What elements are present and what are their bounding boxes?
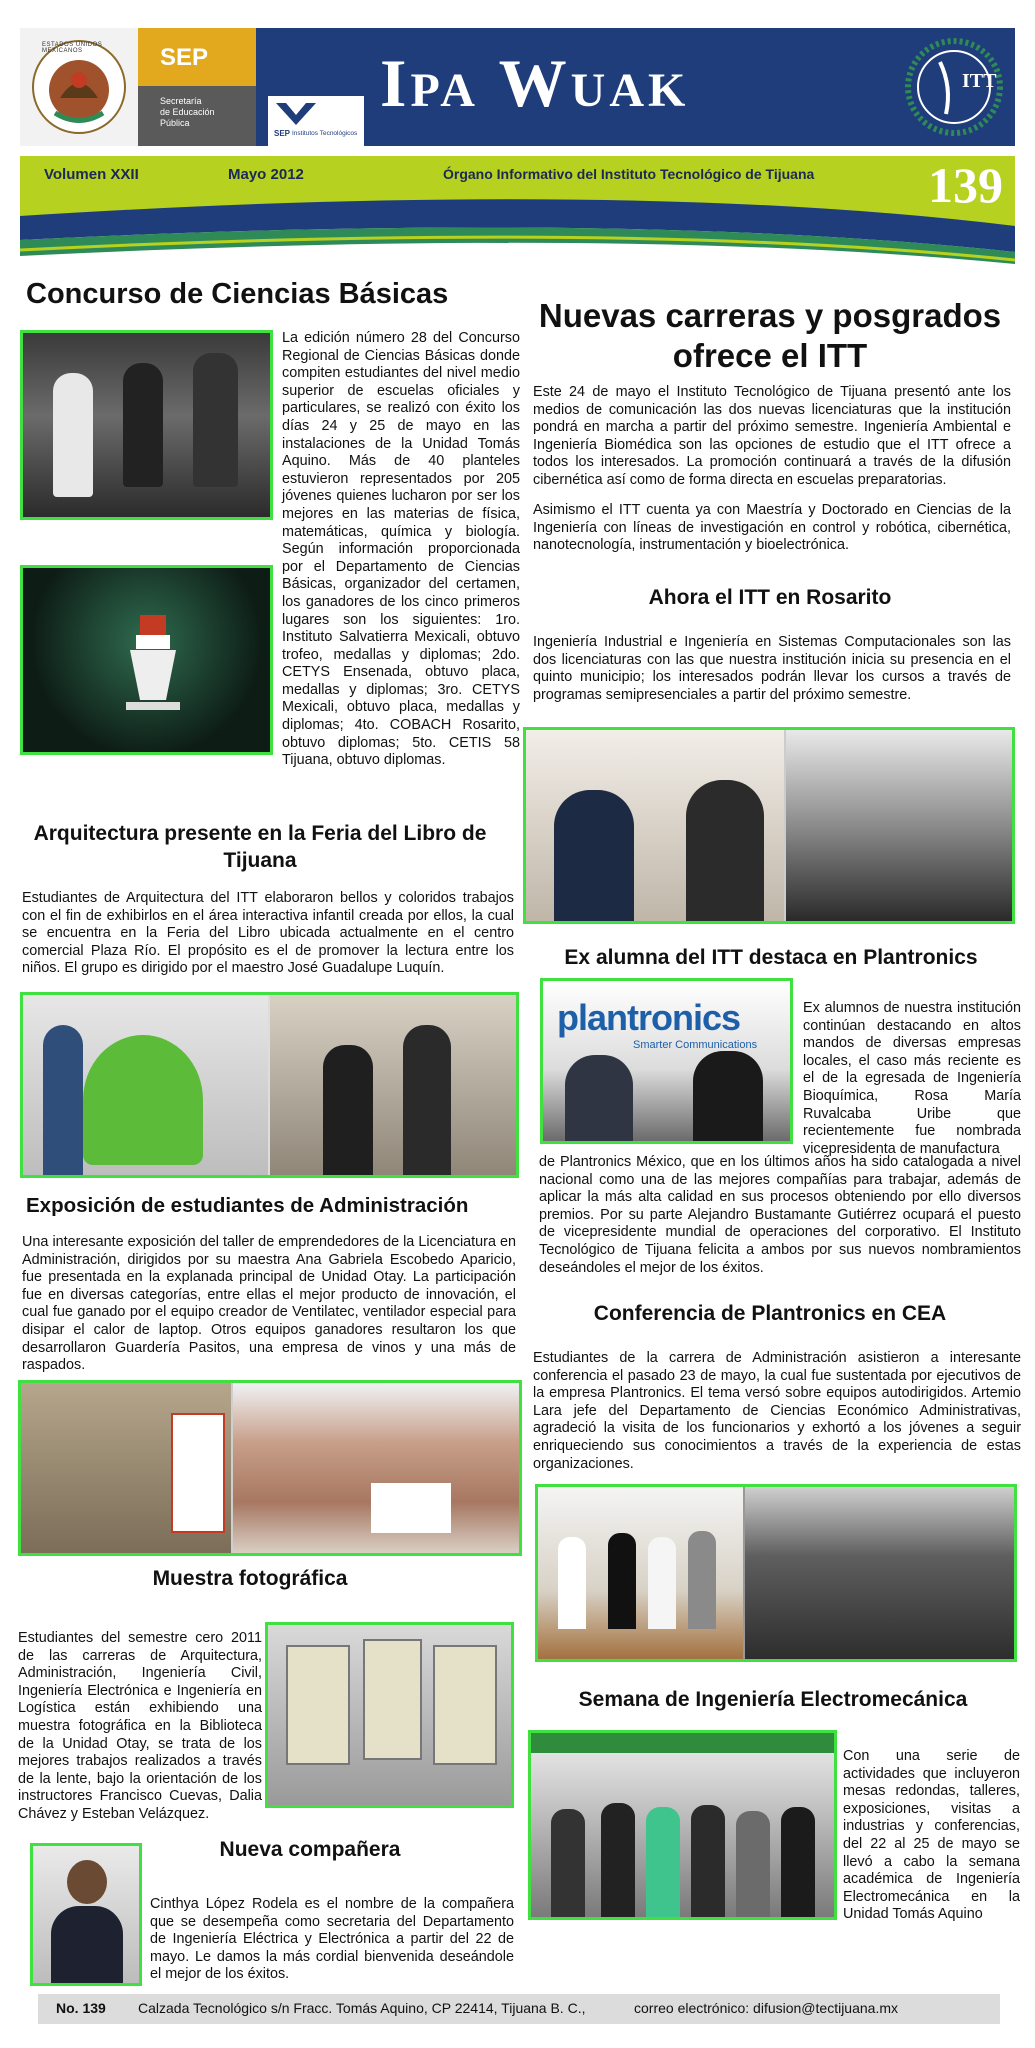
companera-photo (30, 1843, 142, 1986)
sep-line-2: de Educación (160, 107, 215, 117)
rosarito-title: Ahora el ITT en Rosarito (648, 586, 892, 609)
ciencias-photo-winners (20, 330, 273, 520)
tec-logo-label: Institutos Tecnológicos (292, 130, 358, 137)
volume-label: Volumen XXII (44, 166, 139, 183)
fotografica-photo (265, 1622, 514, 1808)
conferencia-body: Estudiantes de la carrera de Administración asistieron a interesante conferencia el pasado 23 de mayo, la cual fue sustentada por ejecutivos de la empresa Plantronics. El tema versó sobre equipos autodirigidos. Artemio Lara jefe del Departamento de Ciencias Económico Administrativas, agradeció la visita de los funcionarios y exhortó a los jóvenes a seguir enriqueciendo sus conocimientos a través de la experiencia de estas organizaciones. (533, 1350, 1021, 1472)
footer-email[interactable]: correo electrónico: difusion@tectijuana.mx (634, 2000, 899, 2016)
ciencias-body: La edición número 28 del Concurso Regional de Ciencias Básicas donde compiten estudiantes del nivel medio superior de escuelas oficiales y particulares, se realizó con éxito los días 24 y 25 de mayo en las instalaciones de la Unidad Tomás Aquino. Más de 40 planteles estuvieron representados por 205 jóvenes quienes lucharon por ser los mejores en las materias de física, matemáticas, química y biología. Según información proporcionada por el Departamento de Ciencias Básicas, organizador del certamen, los ganadores de los cinco primeros lugares son los siguientes: 1ro. Instituto Salvatierra Mexicali, obtuvo trofeo, medallas y diplomas; 2do. CETYS Ensenada, obtuvo placa, medallas y diplomas; 3ro. CETYS Mexicali, obtuvo placa, medallas y diplomas; 4to. COBACH Rosarito, obtuvo diplomas; 5to. CETIS 58 Tijuana, obtuvo diplomas. (282, 330, 520, 769)
plantronics-body-full: de Plantronics México, que en los últimos años ha sido catalogada a nivel nacional como una de las mejores compañías para trabajar, además de aplicar la más alta calidad en sus procesos obteniendo por ello diversos premios. Por su parte Alejandro Bustamante Gutiérrez ocupará el puesto de vicepresidente mundial de operaciones del corporativo. El Instituto Tecnológico de Tijuana felicita a ambos por sus nuevos nombramientos deseándoles el mejor de los éxitos. (539, 1154, 1021, 1276)
companera-title: Nueva compañera (219, 1838, 401, 1861)
plantronics-photo (540, 978, 793, 1144)
trophy-icon (118, 610, 188, 720)
rosarito-body: Ingeniería Industrial e Ingeniería en Sistemas Computacionales son las dos licenciaturas con las que nuestra institución inicia su presencia en el quinto municipio; los interesados podrán llevar los cursos a través de programas semipresenciales a partir del próximo semestre. (533, 634, 1011, 703)
electromecanica-body: Con una serie de actividades que incluyeron mesas redondas, talleres, exposiciones, visitas a industrias y conferencias, del 22 al 25 de mayo se llevó a cabo la semana académica de Ingeniería Electromecánica en la Unidad Tomás Aquino (843, 1748, 1020, 1923)
sep-line-3: Pública (160, 118, 190, 128)
administracion-photo (18, 1380, 522, 1556)
tec-logo-acronym: SEP (274, 129, 291, 138)
carreras-body-2: Asimismo el ITT cuenta ya con Maestría y Doctorado en Ciencias de la Ingeniería con líneas de investigación en control y robótica, cibernética, nanotecnología, instrumentación y bioelectrónica. (533, 502, 1011, 554)
conferencia-title: Conferencia de Plantronics en CEA (593, 1302, 947, 1325)
plantronics-body-side: Ex alumnos de nuestra institución continúan destacando en altos mandos de diversas empresas locales, el caso más reciente es el de la egresada de Ingeniería Bioquímica, Rosa María Ruvalcaba Uribe que recientemente fue nombrada vicepresidenta de manufactura (803, 1000, 1021, 1157)
electromecanica-title: Semana de Ingeniería Electromecánica (578, 1688, 968, 1711)
tec-logo (268, 96, 364, 146)
electromecanica-photo (528, 1730, 837, 1920)
plantronics-title: Ex alumna del ITT destaca en Plantronics (564, 946, 978, 969)
issue-number: 139 (928, 157, 1003, 213)
arquitectura-body: Estudiantes de Arquitectura del ITT elaboraron bellos y coloridos trabajos con el fin de exhibirlos en el área interactiva infantil creada por ellos, la cual se encuentra en la Feria del Libro ubicada actualmente en el centro comercial Plaza Río. El propósito es el de promover la lectura entre los niños. El grupo es dirigido por el maestro José Guadalupe Luquín. (22, 890, 514, 977)
mexico-seal (20, 28, 138, 146)
conferencia-photo (535, 1484, 1017, 1662)
rosarito-photo (523, 727, 1015, 924)
tagline: Órgano Informativo del Instituto Tecnológico de Tijuana (443, 166, 815, 182)
arquitectura-photo (20, 992, 519, 1178)
plantronics-logo-sub: Smarter Communications (633, 1039, 758, 1051)
ciencias-photo-trophy (20, 565, 273, 755)
sep-logo (138, 28, 256, 146)
companera-body: Cinthya López Rodela es el nombre de la compañera que se desempeña como secretaria del Departamento de Ingeniería Eléctrica y Electrónica a partir del 22 de mayo. Le damos la más cordial bienvenida deseándole el mejor de los éxitos. (150, 1896, 514, 1983)
carreras-body-1: Este 24 de mayo el Instituto Tecnológico de Tijuana presentó ante los medios de comunicación las dos nuevas licenciaturas que la institución pondrá en marcha a partir del próximo semestre. Ingeniería Ambiental e Ingeniería Biomédica son las opciones de estudio que el ITT ofrece a todos los interesados. La promoción continuará a través de la difusión cibernética así como de forma directa en escuelas preparatorias. (533, 384, 1011, 488)
footer-address: Calzada Tecnológico s/n Fracc. Tomás Aquino, CP 22414, Tijuana B. C., (138, 2000, 586, 2016)
institutos-tecnologicos-icon (274, 99, 318, 129)
footer-issue: No. 139 (56, 2000, 106, 2016)
ciencias-title: Concurso de Ciencias Básicas (26, 278, 449, 310)
sep-acronym: SEP (160, 44, 209, 71)
carreras-title: Nuevas carreras y posgrados ofrece el ITT (538, 297, 1002, 374)
newspaper-title: Ipa Wuak (380, 45, 690, 121)
itt-logo (902, 32, 1012, 142)
administracion-body: Una interesante exposición del taller de emprendedores de la Licenciatura en Administración, dirigidos por su maestra Ana Gabriela Escobedo Aparicio, fue presentada en la explanada principal de Unidad Otay. La participación fue en diversas categorías, entre ellas el mejor producto de innovación, el cual fue ganado por el equipo creador de Ventilatec, ventilador especial para disipar el calor de laptop. Otros equipos ganadores resultaron los que desarrollaron Guardería Pasitos, una empresa de vinos y una más de raspados. (22, 1234, 516, 1374)
administracion-title: Exposición de estudiantes de Administración (26, 1194, 469, 1217)
fotografica-body: Estudiantes del semestre cero 2011 de las carreras de Arquitectura, Administración, Ingeniería Civil, Ingeniería Electrónica e Ingeniería en Logística están exhibiendo una muestra fotográfica en la Biblioteca de la Unidad Otay, se trata de los mejores trabajos realizados a través de la lente, bajo la orientación de los instructores Francisco Cuevas, Dalia Chávez y Esteban Velázquez. (18, 1630, 262, 1822)
fotografica-title: Muestra fotográfica (152, 1567, 348, 1590)
arquitectura-title: Arquitectura presente en la Feria del Libro de Tijuana (33, 822, 487, 872)
itt-label: ITT (962, 70, 997, 92)
sep-line-1: Secretaría (160, 96, 202, 106)
date-label: Mayo 2012 (228, 166, 304, 183)
seal-label: ESTADOS UNIDOS MEXICANOS (42, 42, 103, 54)
plantronics-logo-text: plantronics (557, 997, 741, 1038)
